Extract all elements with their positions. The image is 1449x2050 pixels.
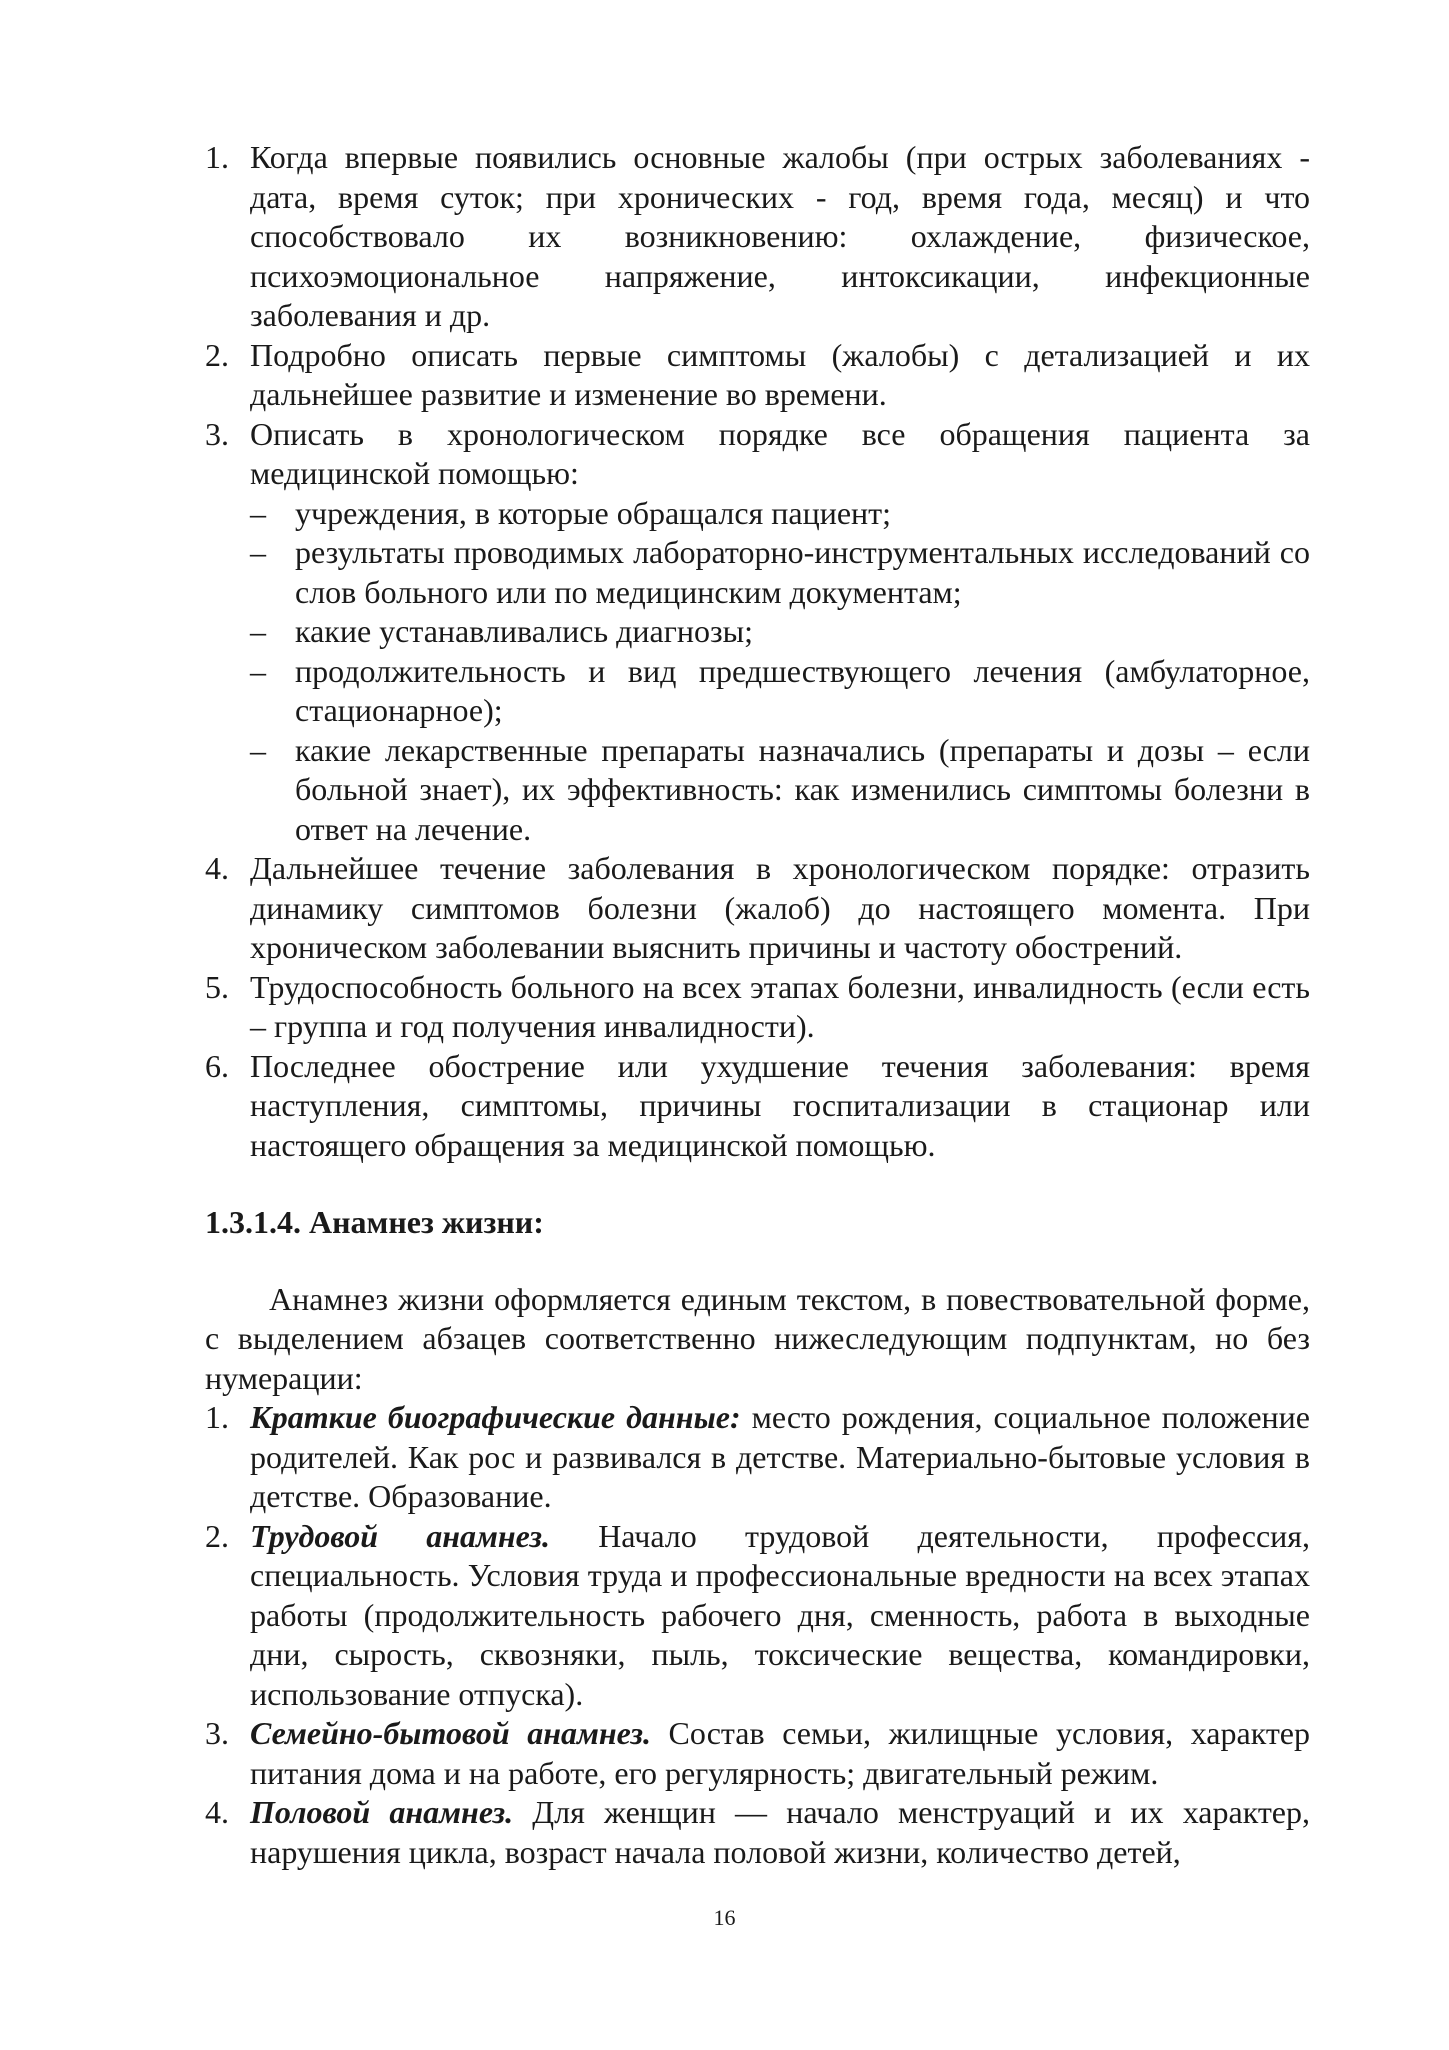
list-item [205, 1517, 1310, 1715]
list-item [205, 968, 1310, 1047]
list-number: 3. [205, 1715, 229, 1751]
sublist-item [250, 731, 1310, 850]
list-number: 4. [205, 1794, 229, 1830]
list-item-text: место рождения, социальное положение родителей. Как рос и развивался в детстве. Материально-бытовые условия в детстве. Образование. [250, 1399, 1311, 1514]
list-item-text: Начало трудовой деятельности, профессия, специальность. Условия труда и профессиональные вредности на всех этапах работы (продолжительность рабочего дня, сменность, работа в выходные дни, сырость, сквозняки, пыль, токсические вещества, командировки, использование отпуска). [250, 1517, 1311, 1712]
dash-marker: – [250, 613, 266, 649]
list-number: 1. [205, 139, 229, 175]
list-item-text: Трудоспособность больного на всех этапах болезни, инвалидность (если есть – группа и год получения инвалидности). [250, 968, 1310, 1044]
section-heading: 1.3.1.4. Анамнез жизни: [205, 1204, 544, 1240]
list-number: 2. [205, 336, 229, 373]
list-item-term: Трудовой анамнез. [250, 1517, 550, 1554]
list-number: 2. [205, 1517, 229, 1554]
sublist-item [250, 612, 1310, 652]
sublist-item-text: результаты проводимых лабораторно-инструментальных исследований со слов больного или по медицинским документам; [295, 534, 1310, 610]
sublist-item-text: продолжительность и вид предшествующего лечения (амбулаторное, стационарное); [295, 652, 1310, 728]
list-number: 3. [205, 415, 229, 452]
dash-marker: – [250, 534, 266, 570]
sublist-item-text: какие устанавливались диагнозы; [295, 613, 753, 649]
list-item [205, 849, 1310, 968]
list-item [205, 138, 1310, 336]
list-number: 4. [205, 850, 229, 886]
list-item [205, 1793, 1310, 1872]
history-list [205, 138, 1310, 1165]
intro-paragraph: Анамнез жизни оформляется единым текстом, в повествовательной форме, с выделением абзацев соответственно нижеследующим подпунктам, но без нумерации: [205, 1280, 1310, 1396]
dash-marker: – [250, 731, 266, 768]
list-item-text: Состав семьи, жилищные условия, характер питания дома и на работе, его регулярность; двигательный режим. [250, 1715, 1311, 1791]
list-number: 6. [205, 1047, 229, 1084]
list-number: 5. [205, 968, 229, 1005]
sublist-item [250, 494, 1310, 534]
list-item-text: Когда впервые появились основные жалобы (при острых заболеваниях - дата, время суток; при хронических - год, время года, месяц) и что способствовало их возникновению: охлаждение, физическое, психоэмоциональное напряжение, интоксикации, инфекционные заболевания и др. [250, 139, 1310, 333]
list-item [205, 1047, 1310, 1166]
list-item-text: Дальнейшее течение заболевания в хронологическом порядке: отразить динамику симптомов болезни (жалоб) до настоящего момента. При хроническом заболевании выяснить причины и частоту обострений. [250, 850, 1310, 965]
list-item [205, 415, 1310, 850]
page-number: 16 [713, 1905, 736, 1930]
list-item-text: Для женщин — начало менструаций и их характер, нарушения цикла, возраст начала половой жизни, количество детей, [250, 1794, 1311, 1870]
list-item-term: Семейно-бытовой анамнез. [250, 1715, 651, 1751]
sublist-item [250, 652, 1310, 731]
list-item-text: Описать в хронологическом порядке все обращения пациента за медицинской помощью: [250, 415, 1310, 491]
dash-marker: – [250, 652, 266, 689]
list-item [205, 336, 1310, 415]
list-number: 1. [205, 1399, 229, 1435]
dash-sublist [250, 494, 1310, 850]
sublist-item [250, 533, 1310, 612]
list-item [205, 1714, 1310, 1793]
life-history-list [205, 1398, 1310, 1872]
list-item [205, 1398, 1310, 1517]
list-item-term: Краткие биографические данные: [250, 1399, 741, 1435]
list-item-text: Последнее обострение или ухудшение течения заболевания: время наступления, симптомы, причины госпитализации в стационар или настоящего обращения за медицинской помощью. [250, 1047, 1310, 1163]
page-content [205, 138, 1310, 1872]
list-item-term: Половой анамнез. [250, 1794, 514, 1830]
list-item-text: Подробно описать первые симптомы (жалобы) с детализацией и их дальнейшее развитие и изменение во времени. [250, 336, 1310, 412]
sublist-item-text: учреждения, в которые обращался пациент; [295, 494, 892, 531]
dash-marker: – [250, 494, 266, 531]
sublist-item-text: какие лекарственные препараты назначались (препараты и дозы – если больной знает), их эффективность: как изменились симптомы болезни в ответ на лечение. [295, 731, 1310, 847]
